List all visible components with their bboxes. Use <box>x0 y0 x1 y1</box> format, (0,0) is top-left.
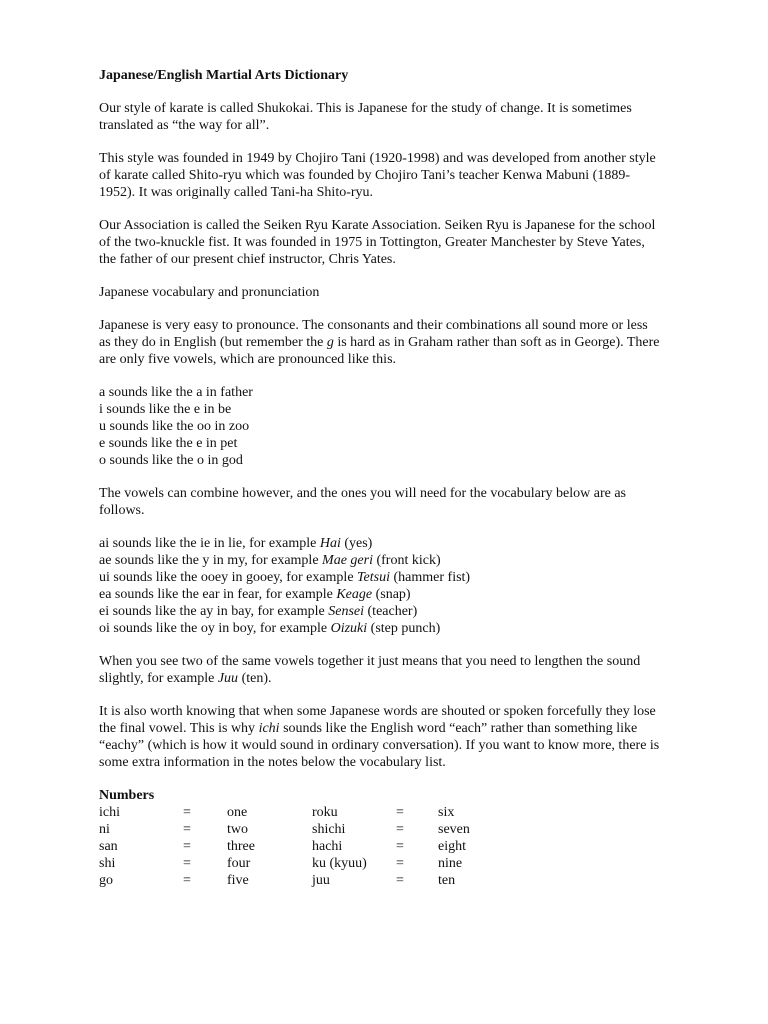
paragraph-founding <box>99 150 679 201</box>
text-run: (teacher) <box>364 604 418 619</box>
list-item <box>99 603 679 620</box>
table-row <box>99 872 498 889</box>
equals-sign: = <box>183 856 191 871</box>
paragraph-line: “eachy” (which is how it would sound in ordinary conversation). If you want to know more, there is <box>99 738 660 753</box>
english-number: nine <box>438 856 463 871</box>
paragraph-line: Our Association is called the Seiken Ryu Karate Association. Seiken Ryu is Japanese for the school <box>99 218 656 233</box>
paragraph-line: The vowels can combine however, and the ones you will need for the vocabulary below are as <box>99 486 626 501</box>
japanese-number: go <box>99 873 113 888</box>
list-item: u sounds like the oo in zoo <box>99 419 250 434</box>
numbers-table-body <box>99 804 498 889</box>
numbers-table <box>99 804 498 889</box>
example-word: ichi <box>258 721 280 736</box>
list-item <box>99 620 679 637</box>
paragraph-pronunciation <box>99 317 679 368</box>
paragraph-line <box>99 670 679 687</box>
section-heading-vocabulary: Japanese vocabulary and pronunciation <box>99 285 320 300</box>
japanese-number: ichi <box>99 805 120 820</box>
paragraph-line: follows. <box>99 503 145 518</box>
text-run: (front kick) <box>372 553 441 568</box>
paragraph-shukokai: Our style of karate is called Shukokai. This is Japanese for the study of change. It is sometimes translated as “the way for all”. <box>99 101 632 133</box>
equals-sign: = <box>396 822 404 837</box>
list-item: e sounds like the e in pet <box>99 436 238 451</box>
equals-sign: = <box>396 873 404 888</box>
japanese-number: shichi <box>312 822 346 837</box>
japanese-number: shi <box>99 856 116 871</box>
paragraph-line: When you see two of the same vowels together it just means that you need to lengthen the sound <box>99 654 641 669</box>
emphasis-letter: g <box>326 335 334 350</box>
example-word: Sensei <box>328 604 365 619</box>
text-run: oi sounds like the oy in boy, for example <box>99 621 331 636</box>
paragraph-line: some extra information in the notes below the vocabulary list. <box>99 755 446 770</box>
japanese-number: roku <box>312 805 338 820</box>
list-item <box>99 535 679 552</box>
list-item <box>99 569 679 586</box>
japanese-number: ku (kyuu) <box>312 856 367 871</box>
text-run: slightly, for example <box>99 671 218 686</box>
paragraph-line: the father of our present chief instructor, Chris Yates. <box>99 252 396 267</box>
english-number: three <box>227 839 255 854</box>
example-word: Juu <box>217 671 239 686</box>
english-number: one <box>227 805 248 820</box>
english-number: five <box>227 873 249 888</box>
combination-list <box>99 535 679 637</box>
text-run: the final vowel. This is why <box>99 721 259 736</box>
english-number: ten <box>438 873 456 888</box>
paragraph-line: of karate called Shito-ryu which was founded by Chojiro Tani’s teacher Kenwa Mabuni (1889- <box>99 168 631 183</box>
paragraph-line: are only five vowels, which are pronounced like this. <box>99 352 397 367</box>
paragraph-line: 1952). It was originally called Tani-ha Shito-ryu. <box>99 185 374 200</box>
equals-sign: = <box>396 839 404 854</box>
table-row <box>99 838 498 855</box>
paragraph-line <box>99 334 679 351</box>
example-word: Keage <box>336 587 373 602</box>
paragraph-line: of the two-knuckle fist. It was founded in 1975 in Tottington, Greater Manchester by Steve Yates, <box>99 235 645 250</box>
japanese-number: ni <box>99 822 110 837</box>
text-run: ei sounds like the ay in bay, for example <box>99 604 329 619</box>
text-run: (hammer fist) <box>390 570 471 585</box>
equals-sign: = <box>183 839 191 854</box>
text-run: ui sounds like the ooey in gooey, for example <box>99 570 358 585</box>
list-item <box>99 586 679 603</box>
list-item: i sounds like the e in be <box>99 402 232 417</box>
paragraph-association <box>99 217 679 268</box>
japanese-number: hachi <box>312 839 343 854</box>
document-title: Japanese/English Martial Arts Dictionary <box>99 68 349 83</box>
equals-sign: = <box>396 805 404 820</box>
english-number: eight <box>438 839 466 854</box>
english-number: two <box>227 822 248 837</box>
english-number: four <box>227 856 251 871</box>
example-word: Mae geri <box>322 553 373 568</box>
table-row <box>99 804 498 821</box>
text-run: ea sounds like the ear in fear, for example <box>99 587 337 602</box>
text-run: (snap) <box>372 587 411 602</box>
text-run: ae sounds like the y in my, for example <box>99 553 323 568</box>
paragraph-shouted-words <box>99 703 679 771</box>
equals-sign: = <box>183 822 191 837</box>
equals-sign: = <box>183 873 191 888</box>
text-run: (yes) <box>340 536 373 551</box>
paragraph-vowel-combinations <box>99 485 679 519</box>
vowel-list <box>99 384 679 469</box>
paragraph-line: Japanese is very easy to pronounce. The consonants and their combinations all sound more or less <box>99 318 648 333</box>
text-run: is hard as in Graham rather than soft as in George). There <box>333 335 660 350</box>
text-run: (ten). <box>238 671 272 686</box>
list-item: a sounds like the a in father <box>99 385 253 400</box>
equals-sign: = <box>396 856 404 871</box>
text-run: as they do in English (but remember the <box>99 335 327 350</box>
example-word: Tetsui <box>357 570 390 585</box>
english-number: six <box>438 805 455 820</box>
list-item <box>99 552 679 569</box>
equals-sign: = <box>183 805 191 820</box>
table-row <box>99 855 498 872</box>
table-row <box>99 821 498 838</box>
document-page <box>99 67 679 889</box>
japanese-number: juu <box>312 873 330 888</box>
text-run: sounds like the English word “each” rather than something like <box>279 721 638 736</box>
numbers-heading: Numbers <box>99 788 155 803</box>
example-word: Hai <box>319 536 341 551</box>
text-run: ai sounds like the ie in lie, for example <box>99 536 320 551</box>
english-number: seven <box>438 822 470 837</box>
paragraph-line: This style was founded in 1949 by Chojiro Tani (1920-1998) and was developed from another style <box>99 151 656 166</box>
list-item: o sounds like the o in god <box>99 453 243 468</box>
paragraph-line: It is also worth knowing that when some Japanese words are shouted or spoken forcefully they lose <box>99 704 656 719</box>
text-run: (step punch) <box>367 621 441 636</box>
example-word: Oizuki <box>330 621 368 636</box>
paragraph-long-vowels <box>99 653 679 687</box>
japanese-number: san <box>99 839 118 854</box>
paragraph-line <box>99 720 679 737</box>
